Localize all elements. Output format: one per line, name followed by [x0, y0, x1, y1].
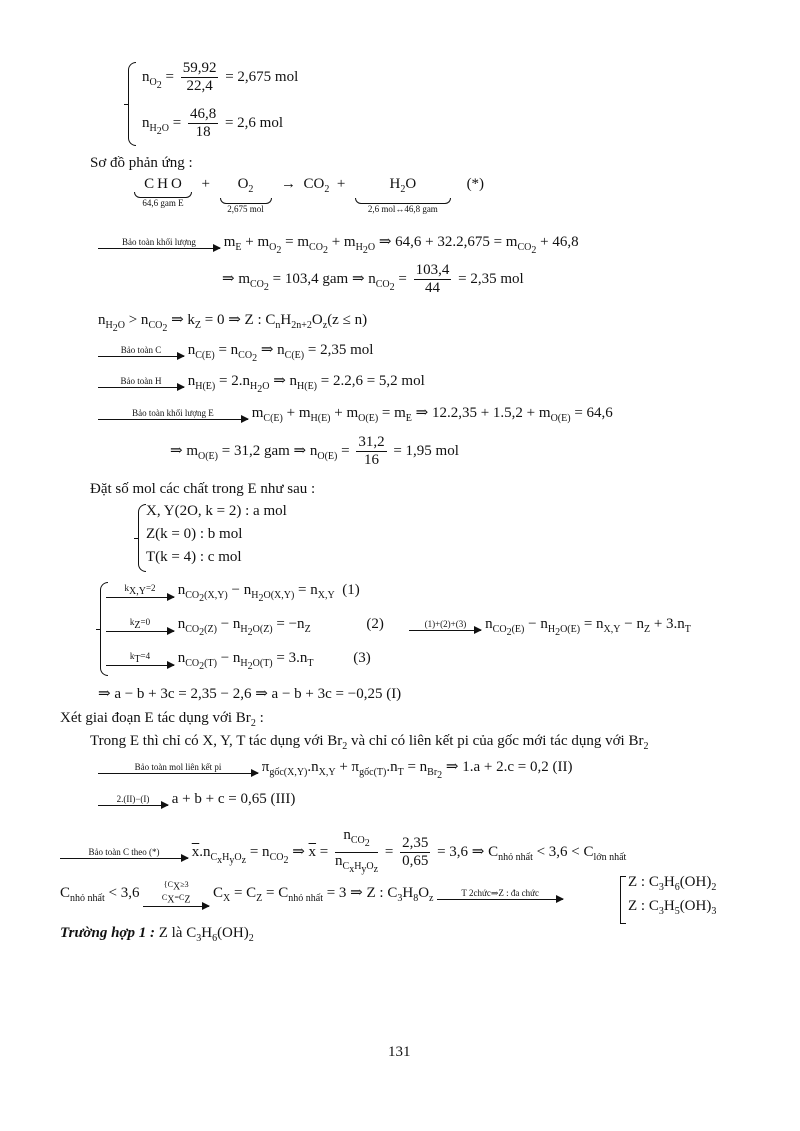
eq-3: $k_T=4$ $n_{CO_2(T)} - n_{H_2O(T)} = 3.n_T$ (3)	[106, 650, 371, 672]
eq-I: ⇒ a − b + 3c = 2,35 − 2,6 ⇒ a − b + 3c = −0,25 (I)	[98, 686, 402, 702]
set-mol-text: Đặt số mol các chất trong E như sau :	[90, 481, 316, 497]
eq-n-h2o: $n_{H_2O}$ = $\frac{46,8}{18}$ = 2,6 mol	[142, 106, 283, 140]
eq-III: 2.(II)−(I) a + b + c = 0,65 (III)	[98, 791, 295, 808]
eq-II: Bảo toàn mol liên kết pi $\pi_{gốc(X,Y)}.n_{X,Y} + \pi_{gốc(T)}.n_T = n_{Br_2}$ ⇒ 1.a + 2.c = 0,2 (II)	[98, 757, 572, 781]
eq-n-o2: $n_{O_2}$ = $\frac{59,92}{22,4}$ = 2,675 mol	[142, 60, 299, 94]
sys-t: T(k = 4) : c mol	[146, 549, 242, 565]
br2-title: Xét giai đoạn E tác dụng với $Br_2$ :	[60, 710, 264, 729]
eq-k-z: $n_{H_2O} > n_{CO_2}$ ⇒ $k_Z = 0$ ⇒ Z : $C_nH_{2n+2}O_z(z \le n)$	[98, 312, 368, 334]
scheme-title: Sơ đồ phản ứng :	[90, 155, 193, 171]
eq-c-min: $C_{nhỏ nhất} < 3,6$ {$C_X\ge 3$ $C_X=C_Z$ $C_X = C_Z = C_{nhỏ nhất} = 3$ ⇒ Z : $C_3H_8O_z$ T 2chức⇒Z : đa chức	[60, 880, 563, 907]
z-option-1: Z : $C_3H_6(OH)_2$	[628, 874, 717, 893]
eq-m-co2: ⇒ $m_{CO_2} = 103,4$ gam ⇒ $n_{CO_2}$ = $\frac{103,4}{44}$ = 2,35 mol	[222, 262, 524, 296]
eq-1: $k_{X,Y}=2$ $n_{CO_2(X,Y)} - n_{H_2O(X,Y)} = n_{X,Y}$ (1)	[106, 582, 360, 604]
case-1: Trường hợp 1 : Z là $C_3H_6(OH)_2$	[60, 925, 254, 944]
eq-mass-conservation: Bảo toàn khối lượng $m_E + m_{O_2} = m_{CO_2} + m_{H_2O}$ ⇒ $64,6 + 32.2,675 = m_{CO_2} + 46,8$	[98, 232, 579, 256]
eq-c-conservation: Bảo toàn C $n_{C(E)} = n_{CO_2}$ ⇒ $n_{C(E)} = 2,35$ mol	[98, 340, 373, 364]
eq-mass-e: Bảo toàn khối lượng E $m_{C(E)} + m_{H(E)} + m_{O(E)} = m_E$ ⇒ $12.2,35 + 1.5,2 + m_{O(E)} = 64,6$	[98, 403, 613, 424]
br2-desc: Trong E thì chỉ có X, Y, T tác dụng với $Br_2$ và chỉ có liên kết pi của gốc mới tác dụng với $Br_2$	[90, 733, 649, 752]
sys-xy: X, Y(2O, k = 2) : a mol	[146, 503, 287, 519]
eq-x-bar: Bảo toàn C theo (*) $\overline{x}.n_{C_xH_yO_z} = n_{CO_2}$ ⇒ $\overline{x}$ = $\frac{n_{CO_2}}{n_{C_xH_yO_z}}$ = $\frac{2,35}{0,65}$ = 3,6 ⇒ $C_{nhỏ nhất} < 3,6 < C_{lớn nhất}$	[60, 827, 626, 878]
eq-h-conservation: Bảo toàn H $n_{H(E)} = 2.n_{H_2O}$ ⇒ $n_{H(E)} = 2.2,6 = 5,2$ mol	[98, 371, 425, 395]
mol-system-brace	[138, 504, 146, 572]
option-bracket	[620, 876, 626, 924]
page-number: 131	[388, 1044, 411, 1060]
reaction-scheme: C H O 64,6 gam E + $O_2$ 2,675 mol → $CO_2$ + $H_2O$ 2,6 mol↔46,8 gam (*)	[132, 176, 484, 215]
eq-m-o: ⇒ $m_{O(E)} = 31,2$ gam ⇒ $n_{O(E)}$ = $\frac{31,2}{16}$ = 1,95 mol	[170, 434, 459, 468]
z-option-2: Z : $C_3H_5(OH)_3$	[628, 898, 717, 917]
system-brace	[128, 62, 136, 146]
eq-2: $k_Z=0$ $n_{CO_2(Z)} - n_{H_2O(Z)} = -n_Z$ (2) (1)+(2)+(3) $n_{CO_2(E)} - n_{H_2O(E)} = n_{X,Y} - n_Z + 3.n_T$	[106, 616, 691, 638]
sys-z: Z(k = 0) : b mol	[146, 526, 243, 542]
